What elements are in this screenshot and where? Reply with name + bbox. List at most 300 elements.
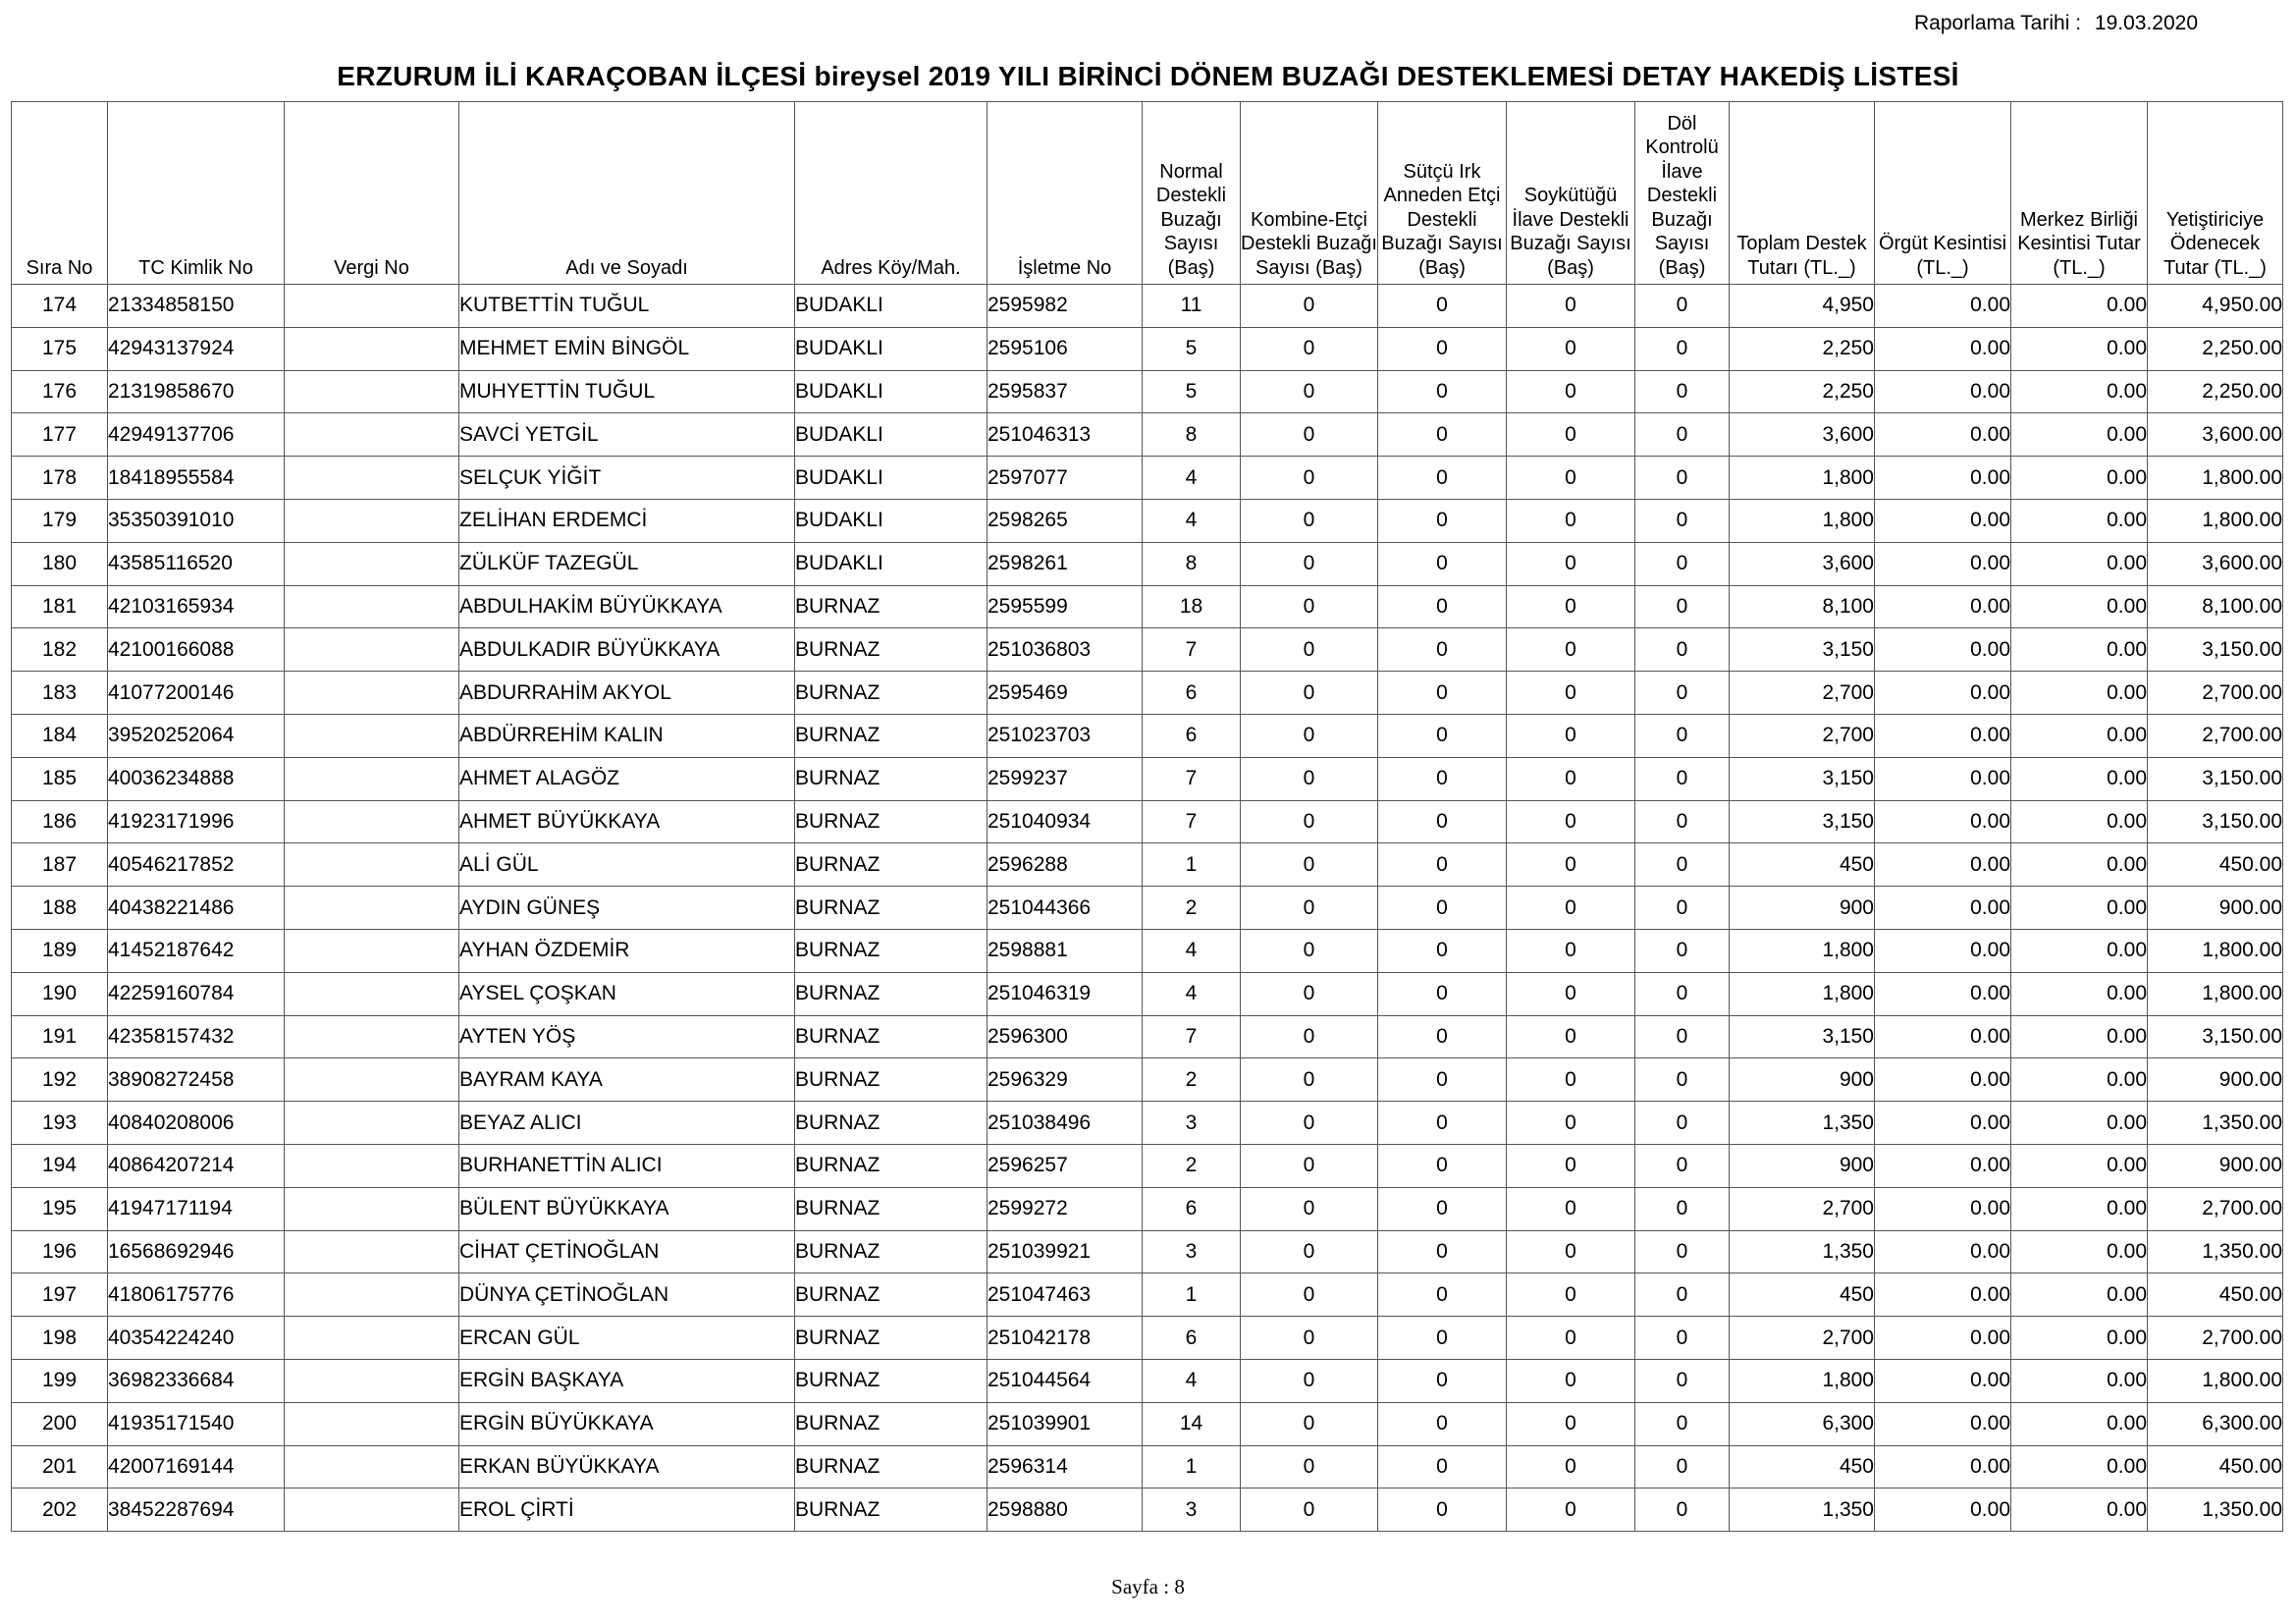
cell-tc-kimlik-no: 38452287694 <box>108 1489 285 1532</box>
cell-tc-kimlik-no: 42358157432 <box>108 1015 285 1058</box>
cell-toplam-destek: 1,800 <box>1730 457 1875 500</box>
cell-merkez-birligi: 0.00 <box>2011 929 2148 972</box>
cell-vergi-no <box>285 1359 459 1402</box>
cell-orgut-kesintisi: 0.00 <box>1875 972 2011 1015</box>
cell-orgut-kesintisi: 0.00 <box>1875 370 2011 413</box>
table-row <box>12 285 2283 328</box>
cell-isletme-no: 2595106 <box>988 327 1143 370</box>
cell-isletme-no: 2598265 <box>988 499 1143 542</box>
cell-orgut-kesintisi: 0.00 <box>1875 800 2011 843</box>
cell-isletme-no: 251046319 <box>988 972 1143 1015</box>
cell-kombine-etci: 0 <box>1241 887 1378 930</box>
cell-tc-kimlik-no: 38908272458 <box>108 1058 285 1102</box>
cell-soykutugu: 0 <box>1507 1102 1635 1145</box>
cell-toplam-destek: 3,600 <box>1730 542 1875 585</box>
cell-toplam-destek: 6,300 <box>1730 1402 1875 1445</box>
cell-sutcu-irk: 0 <box>1378 1187 1507 1230</box>
cell-merkez-birligi: 0.00 <box>2011 887 2148 930</box>
cell-soykutugu: 0 <box>1507 1015 1635 1058</box>
cell-tc-kimlik-no: 42007169144 <box>108 1445 285 1489</box>
cell-toplam-destek: 3,150 <box>1730 1015 1875 1058</box>
cell-dol-kontrolu: 0 <box>1635 1015 1730 1058</box>
cell-dol-kontrolu: 0 <box>1635 542 1730 585</box>
cell-adi-soyadi: CİHAT ÇETİNOĞLAN <box>459 1230 795 1273</box>
cell-soykutugu: 0 <box>1507 285 1635 328</box>
cell-orgut-kesintisi: 0.00 <box>1875 1402 2011 1445</box>
cell-adi-soyadi: BAYRAM KAYA <box>459 1058 795 1102</box>
cell-merkez-birligi: 0.00 <box>2011 1102 2148 1145</box>
table-row <box>12 628 2283 672</box>
cell-isletme-no: 251038496 <box>988 1102 1143 1145</box>
cell-sutcu-irk: 0 <box>1378 542 1507 585</box>
cell-kombine-etci: 0 <box>1241 1273 1378 1317</box>
cell-orgut-kesintisi: 0.00 <box>1875 1445 2011 1489</box>
cell-adres: BURNAZ <box>795 1445 988 1489</box>
cell-soykutugu: 0 <box>1507 585 1635 628</box>
cell-adi-soyadi: AYTEN YÖŞ <box>459 1015 795 1058</box>
table-row <box>12 1015 2283 1058</box>
cell-dol-kontrolu: 0 <box>1635 1058 1730 1102</box>
cell-isletme-no: 2596300 <box>988 1015 1143 1058</box>
cell-merkez-birligi: 0.00 <box>2011 370 2148 413</box>
cell-kombine-etci: 0 <box>1241 1015 1378 1058</box>
cell-tc-kimlik-no: 41806175776 <box>108 1273 285 1317</box>
cell-sutcu-irk: 0 <box>1378 800 1507 843</box>
cell-odenecek-tutar: 1,350.00 <box>2148 1230 2283 1273</box>
cell-sutcu-irk: 0 <box>1378 413 1507 457</box>
cell-adres: BURNAZ <box>795 1102 988 1145</box>
cell-sira-no: 197 <box>12 1273 108 1317</box>
cell-merkez-birligi: 0.00 <box>2011 672 2148 715</box>
cell-tc-kimlik-no: 35350391010 <box>108 499 285 542</box>
cell-soykutugu: 0 <box>1507 757 1635 800</box>
cell-odenecek-tutar: 3,150.00 <box>2148 757 2283 800</box>
cell-sutcu-irk: 0 <box>1378 1015 1507 1058</box>
cell-normal-destekli: 4 <box>1143 457 1241 500</box>
cell-isletme-no: 251036803 <box>988 628 1143 672</box>
cell-sira-no: 191 <box>12 1015 108 1058</box>
cell-normal-destekli: 18 <box>1143 585 1241 628</box>
cell-dol-kontrolu: 0 <box>1635 1230 1730 1273</box>
cell-vergi-no <box>285 499 459 542</box>
table-row <box>12 413 2283 457</box>
header-odenecek-tutar: Yetiştiriciye Ödenecek Tutar (TL._) <box>2148 102 2283 285</box>
cell-kombine-etci: 0 <box>1241 800 1378 843</box>
cell-vergi-no <box>285 672 459 715</box>
cell-sira-no: 179 <box>12 499 108 542</box>
cell-adi-soyadi: DÜNYA ÇETİNOĞLAN <box>459 1273 795 1317</box>
cell-dol-kontrolu: 0 <box>1635 499 1730 542</box>
cell-adi-soyadi: KUTBETTİN TUĞUL <box>459 285 795 328</box>
cell-adi-soyadi: SELÇUK YİĞİT <box>459 457 795 500</box>
cell-kombine-etci: 0 <box>1241 1102 1378 1145</box>
cell-sira-no: 193 <box>12 1102 108 1145</box>
cell-toplam-destek: 1,800 <box>1730 1359 1875 1402</box>
cell-dol-kontrolu: 0 <box>1635 1445 1730 1489</box>
cell-tc-kimlik-no: 42259160784 <box>108 972 285 1015</box>
cell-sira-no: 186 <box>12 800 108 843</box>
cell-isletme-no: 2598881 <box>988 929 1143 972</box>
cell-merkez-birligi: 0.00 <box>2011 1317 2148 1360</box>
cell-adres: BURNAZ <box>795 972 988 1015</box>
cell-toplam-destek: 2,700 <box>1730 714 1875 757</box>
cell-adi-soyadi: ERGİN BÜYÜKKAYA <box>459 1402 795 1445</box>
cell-isletme-no: 2599237 <box>988 757 1143 800</box>
header-kombine-etci: Kombine-Etçi Destekli Buzağı Sayısı (Baş) <box>1241 102 1378 285</box>
cell-normal-destekli: 5 <box>1143 327 1241 370</box>
header-vergi-no: Vergi No <box>285 102 459 285</box>
table-body <box>12 285 2283 1532</box>
cell-toplam-destek: 2,250 <box>1730 370 1875 413</box>
header-soykutugu: Soykütüğü İlave Destekli Buzağı Sayısı (Baş) <box>1507 102 1635 285</box>
cell-merkez-birligi: 0.00 <box>2011 1402 2148 1445</box>
cell-odenecek-tutar: 3,150.00 <box>2148 1015 2283 1058</box>
table-row <box>12 929 2283 972</box>
cell-orgut-kesintisi: 0.00 <box>1875 1317 2011 1360</box>
cell-sira-no: 200 <box>12 1402 108 1445</box>
cell-soykutugu: 0 <box>1507 1359 1635 1402</box>
cell-orgut-kesintisi: 0.00 <box>1875 327 2011 370</box>
table-row <box>12 1102 2283 1145</box>
header-toplam-destek: Toplam Destek Tutarı (TL._) <box>1730 102 1875 285</box>
table-row <box>12 457 2283 500</box>
cell-adi-soyadi: ABDÜRREHİM KALIN <box>459 714 795 757</box>
cell-tc-kimlik-no: 18418955584 <box>108 457 285 500</box>
cell-orgut-kesintisi: 0.00 <box>1875 1187 2011 1230</box>
cell-orgut-kesintisi: 0.00 <box>1875 413 2011 457</box>
cell-orgut-kesintisi: 0.00 <box>1875 585 2011 628</box>
cell-tc-kimlik-no: 40354224240 <box>108 1317 285 1360</box>
cell-sira-no: 180 <box>12 542 108 585</box>
cell-adi-soyadi: ZELİHAN ERDEMCİ <box>459 499 795 542</box>
cell-sutcu-irk: 0 <box>1378 1317 1507 1360</box>
cell-tc-kimlik-no: 40840208006 <box>108 1102 285 1145</box>
cell-soykutugu: 0 <box>1507 800 1635 843</box>
table-row <box>12 1317 2283 1360</box>
cell-orgut-kesintisi: 0.00 <box>1875 672 2011 715</box>
cell-normal-destekli: 2 <box>1143 887 1241 930</box>
cell-dol-kontrolu: 0 <box>1635 1317 1730 1360</box>
cell-vergi-no <box>285 370 459 413</box>
cell-sira-no: 192 <box>12 1058 108 1102</box>
cell-sira-no: 175 <box>12 327 108 370</box>
cell-isletme-no: 2596314 <box>988 1445 1143 1489</box>
cell-tc-kimlik-no: 41947171194 <box>108 1187 285 1230</box>
cell-soykutugu: 0 <box>1507 1445 1635 1489</box>
header-merkez-birligi: Merkez Birliği Kesintisi Tutar (TL._) <box>2011 102 2148 285</box>
cell-tc-kimlik-no: 42949137706 <box>108 413 285 457</box>
cell-normal-destekli: 4 <box>1143 1359 1241 1402</box>
cell-dol-kontrolu: 0 <box>1635 413 1730 457</box>
cell-soykutugu: 0 <box>1507 972 1635 1015</box>
cell-vergi-no <box>285 327 459 370</box>
cell-isletme-no: 2596329 <box>988 1058 1143 1102</box>
cell-sutcu-irk: 0 <box>1378 843 1507 887</box>
cell-tc-kimlik-no: 41935171540 <box>108 1402 285 1445</box>
cell-sutcu-irk: 0 <box>1378 1489 1507 1532</box>
table-row <box>12 843 2283 887</box>
cell-sutcu-irk: 0 <box>1378 628 1507 672</box>
cell-isletme-no: 251044564 <box>988 1359 1143 1402</box>
cell-adres: BUDAKLI <box>795 327 988 370</box>
cell-kombine-etci: 0 <box>1241 1230 1378 1273</box>
cell-tc-kimlik-no: 42100166088 <box>108 628 285 672</box>
cell-orgut-kesintisi: 0.00 <box>1875 1230 2011 1273</box>
cell-normal-destekli: 6 <box>1143 714 1241 757</box>
cell-dol-kontrolu: 0 <box>1635 972 1730 1015</box>
cell-orgut-kesintisi: 0.00 <box>1875 1058 2011 1102</box>
cell-adres: BURNAZ <box>795 929 988 972</box>
cell-sira-no: 199 <box>12 1359 108 1402</box>
table-row <box>12 1273 2283 1317</box>
cell-odenecek-tutar: 2,250.00 <box>2148 370 2283 413</box>
cell-dol-kontrolu: 0 <box>1635 1144 1730 1187</box>
cell-vergi-no <box>285 628 459 672</box>
cell-sira-no: 182 <box>12 628 108 672</box>
cell-odenecek-tutar: 2,250.00 <box>2148 327 2283 370</box>
cell-normal-destekli: 2 <box>1143 1058 1241 1102</box>
cell-soykutugu: 0 <box>1507 1489 1635 1532</box>
cell-vergi-no <box>285 843 459 887</box>
cell-vergi-no <box>285 413 459 457</box>
cell-orgut-kesintisi: 0.00 <box>1875 887 2011 930</box>
cell-kombine-etci: 0 <box>1241 1058 1378 1102</box>
cell-vergi-no <box>285 1402 459 1445</box>
cell-merkez-birligi: 0.00 <box>2011 499 2148 542</box>
cell-tc-kimlik-no: 41077200146 <box>108 672 285 715</box>
cell-isletme-no: 251047463 <box>988 1273 1143 1317</box>
cell-soykutugu: 0 <box>1507 1187 1635 1230</box>
table-row <box>12 585 2283 628</box>
cell-orgut-kesintisi: 0.00 <box>1875 1144 2011 1187</box>
cell-soykutugu: 0 <box>1507 1317 1635 1360</box>
cell-kombine-etci: 0 <box>1241 457 1378 500</box>
cell-normal-destekli: 6 <box>1143 1317 1241 1360</box>
cell-soykutugu: 0 <box>1507 413 1635 457</box>
cell-tc-kimlik-no: 21334858150 <box>108 285 285 328</box>
table-row <box>12 1445 2283 1489</box>
cell-odenecek-tutar: 2,700.00 <box>2148 1317 2283 1360</box>
cell-toplam-destek: 3,150 <box>1730 628 1875 672</box>
cell-dol-kontrolu: 0 <box>1635 327 1730 370</box>
cell-normal-destekli: 14 <box>1143 1402 1241 1445</box>
table-row <box>12 757 2283 800</box>
cell-vergi-no <box>285 800 459 843</box>
cell-kombine-etci: 0 <box>1241 714 1378 757</box>
cell-soykutugu: 0 <box>1507 843 1635 887</box>
cell-tc-kimlik-no: 41452187642 <box>108 929 285 972</box>
cell-merkez-birligi: 0.00 <box>2011 1187 2148 1230</box>
cell-soykutugu: 0 <box>1507 542 1635 585</box>
cell-kombine-etci: 0 <box>1241 843 1378 887</box>
cell-adres: BURNAZ <box>795 1015 988 1058</box>
cell-kombine-etci: 0 <box>1241 672 1378 715</box>
cell-toplam-destek: 2,700 <box>1730 672 1875 715</box>
cell-dol-kontrolu: 0 <box>1635 672 1730 715</box>
cell-vergi-no <box>285 1317 459 1360</box>
cell-adi-soyadi: MUHYETTİN TUĞUL <box>459 370 795 413</box>
cell-normal-destekli: 8 <box>1143 413 1241 457</box>
cell-merkez-birligi: 0.00 <box>2011 1015 2148 1058</box>
cell-toplam-destek: 1,800 <box>1730 972 1875 1015</box>
cell-isletme-no: 2595837 <box>988 370 1143 413</box>
cell-adi-soyadi: AYHAN ÖZDEMİR <box>459 929 795 972</box>
table-row <box>12 499 2283 542</box>
cell-soykutugu: 0 <box>1507 628 1635 672</box>
cell-sutcu-irk: 0 <box>1378 1402 1507 1445</box>
header-orgut-kesintisi: Örgüt Kesintisi (TL._) <box>1875 102 2011 285</box>
table-row <box>12 887 2283 930</box>
cell-odenecek-tutar: 1,800.00 <box>2148 929 2283 972</box>
cell-kombine-etci: 0 <box>1241 370 1378 413</box>
cell-isletme-no: 251046313 <box>988 413 1143 457</box>
cell-adres: BURNAZ <box>795 757 988 800</box>
cell-soykutugu: 0 <box>1507 1273 1635 1317</box>
cell-tc-kimlik-no: 41923171996 <box>108 800 285 843</box>
cell-adres: BURNAZ <box>795 1144 988 1187</box>
cell-soykutugu: 0 <box>1507 887 1635 930</box>
cell-kombine-etci: 0 <box>1241 1144 1378 1187</box>
cell-sutcu-irk: 0 <box>1378 672 1507 715</box>
cell-merkez-birligi: 0.00 <box>2011 457 2148 500</box>
cell-kombine-etci: 0 <box>1241 1489 1378 1532</box>
cell-merkez-birligi: 0.00 <box>2011 1273 2148 1317</box>
page-title: ERZURUM İLİ KARAÇOBAN İLÇESİ bireysel 2019 YILI BİRİNCİ DÖNEM BUZAĞI DESTEKLEMESİ DETAY HAKEDİŞ LİSTESİ <box>337 61 1959 91</box>
cell-adi-soyadi: ERGİN BAŞKAYA <box>459 1359 795 1402</box>
cell-normal-destekli: 8 <box>1143 542 1241 585</box>
cell-adres: BURNAZ <box>795 1402 988 1445</box>
cell-normal-destekli: 11 <box>1143 285 1241 328</box>
cell-sira-no: 196 <box>12 1230 108 1273</box>
cell-normal-destekli: 7 <box>1143 628 1241 672</box>
cell-normal-destekli: 6 <box>1143 1187 1241 1230</box>
cell-isletme-no: 251040934 <box>988 800 1143 843</box>
cell-sutcu-irk: 0 <box>1378 1058 1507 1102</box>
page-number: Sayfa : 8 <box>1111 1575 1185 1598</box>
cell-sutcu-irk: 0 <box>1378 1144 1507 1187</box>
cell-toplam-destek: 900 <box>1730 887 1875 930</box>
cell-dol-kontrolu: 0 <box>1635 628 1730 672</box>
cell-kombine-etci: 0 <box>1241 1187 1378 1230</box>
cell-tc-kimlik-no: 42103165934 <box>108 585 285 628</box>
cell-orgut-kesintisi: 0.00 <box>1875 1102 2011 1145</box>
cell-vergi-no <box>285 1144 459 1187</box>
cell-adi-soyadi: ERKAN BÜYÜKKAYA <box>459 1445 795 1489</box>
cell-isletme-no: 2599272 <box>988 1187 1143 1230</box>
cell-tc-kimlik-no: 40036234888 <box>108 757 285 800</box>
cell-sira-no: 198 <box>12 1317 108 1360</box>
cell-toplam-destek: 1,350 <box>1730 1230 1875 1273</box>
cell-dol-kontrolu: 0 <box>1635 887 1730 930</box>
cell-dol-kontrolu: 0 <box>1635 457 1730 500</box>
cell-adi-soyadi: AYDIN GÜNEŞ <box>459 887 795 930</box>
cell-toplam-destek: 2,700 <box>1730 1187 1875 1230</box>
cell-vergi-no <box>285 887 459 930</box>
cell-adres: BURNAZ <box>795 1359 988 1402</box>
cell-adi-soyadi: SAVCİ YETGİL <box>459 413 795 457</box>
cell-normal-destekli: 4 <box>1143 929 1241 972</box>
cell-odenecek-tutar: 1,350.00 <box>2148 1489 2283 1532</box>
cell-sutcu-irk: 0 <box>1378 1359 1507 1402</box>
cell-adres: BUDAKLI <box>795 457 988 500</box>
cell-sutcu-irk: 0 <box>1378 457 1507 500</box>
cell-dol-kontrolu: 0 <box>1635 1187 1730 1230</box>
cell-soykutugu: 0 <box>1507 1230 1635 1273</box>
cell-isletme-no: 2598261 <box>988 542 1143 585</box>
cell-adres: BUDAKLI <box>795 499 988 542</box>
cell-toplam-destek: 3,150 <box>1730 757 1875 800</box>
cell-sutcu-irk: 0 <box>1378 1230 1507 1273</box>
cell-odenecek-tutar: 1,800.00 <box>2148 457 2283 500</box>
cell-merkez-birligi: 0.00 <box>2011 1445 2148 1489</box>
cell-dol-kontrolu: 0 <box>1635 585 1730 628</box>
cell-adres: BUDAKLI <box>795 413 988 457</box>
cell-vergi-no <box>285 972 459 1015</box>
cell-toplam-destek: 3,150 <box>1730 800 1875 843</box>
cell-adres: BURNAZ <box>795 1187 988 1230</box>
cell-isletme-no: 2595469 <box>988 672 1143 715</box>
cell-sutcu-irk: 0 <box>1378 929 1507 972</box>
cell-orgut-kesintisi: 0.00 <box>1875 757 2011 800</box>
cell-vergi-no <box>285 1273 459 1317</box>
table-row <box>12 1230 2283 1273</box>
cell-isletme-no: 2595982 <box>988 285 1143 328</box>
cell-odenecek-tutar: 900.00 <box>2148 1058 2283 1102</box>
cell-normal-destekli: 7 <box>1143 1015 1241 1058</box>
cell-sutcu-irk: 0 <box>1378 285 1507 328</box>
cell-odenecek-tutar: 1,350.00 <box>2148 1102 2283 1145</box>
cell-merkez-birligi: 0.00 <box>2011 757 2148 800</box>
cell-dol-kontrolu: 0 <box>1635 1273 1730 1317</box>
cell-toplam-destek: 450 <box>1730 1445 1875 1489</box>
cell-sutcu-irk: 0 <box>1378 370 1507 413</box>
cell-tc-kimlik-no: 36982336684 <box>108 1359 285 1402</box>
cell-soykutugu: 0 <box>1507 672 1635 715</box>
cell-sutcu-irk: 0 <box>1378 714 1507 757</box>
cell-odenecek-tutar: 450.00 <box>2148 843 2283 887</box>
cell-odenecek-tutar: 1,800.00 <box>2148 499 2283 542</box>
cell-adres: BUDAKLI <box>795 370 988 413</box>
cell-odenecek-tutar: 4,950.00 <box>2148 285 2283 328</box>
cell-merkez-birligi: 0.00 <box>2011 585 2148 628</box>
cell-sira-no: 177 <box>12 413 108 457</box>
table-row <box>12 370 2283 413</box>
table-row <box>12 972 2283 1015</box>
cell-vergi-no <box>285 1230 459 1273</box>
cell-merkez-birligi: 0.00 <box>2011 972 2148 1015</box>
cell-toplam-destek: 1,800 <box>1730 929 1875 972</box>
cell-sira-no: 178 <box>12 457 108 500</box>
header-isletme-no: İşletme No <box>988 102 1143 285</box>
cell-isletme-no: 2595599 <box>988 585 1143 628</box>
cell-kombine-etci: 0 <box>1241 413 1378 457</box>
cell-adi-soyadi: ZÜLKÜF TAZEGÜL <box>459 542 795 585</box>
cell-odenecek-tutar: 450.00 <box>2148 1273 2283 1317</box>
cell-adres: BURNAZ <box>795 628 988 672</box>
table-row <box>12 327 2283 370</box>
header-adres: Adres Köy/Mah. <box>795 102 988 285</box>
cell-orgut-kesintisi: 0.00 <box>1875 499 2011 542</box>
report-date <box>1914 12 2198 35</box>
cell-normal-destekli: 5 <box>1143 370 1241 413</box>
cell-tc-kimlik-no: 40864207214 <box>108 1144 285 1187</box>
cell-sira-no: 176 <box>12 370 108 413</box>
cell-toplam-destek: 1,800 <box>1730 499 1875 542</box>
cell-toplam-destek: 8,100 <box>1730 585 1875 628</box>
cell-vergi-no <box>285 1102 459 1145</box>
cell-normal-destekli: 2 <box>1143 1144 1241 1187</box>
cell-soykutugu: 0 <box>1507 327 1635 370</box>
